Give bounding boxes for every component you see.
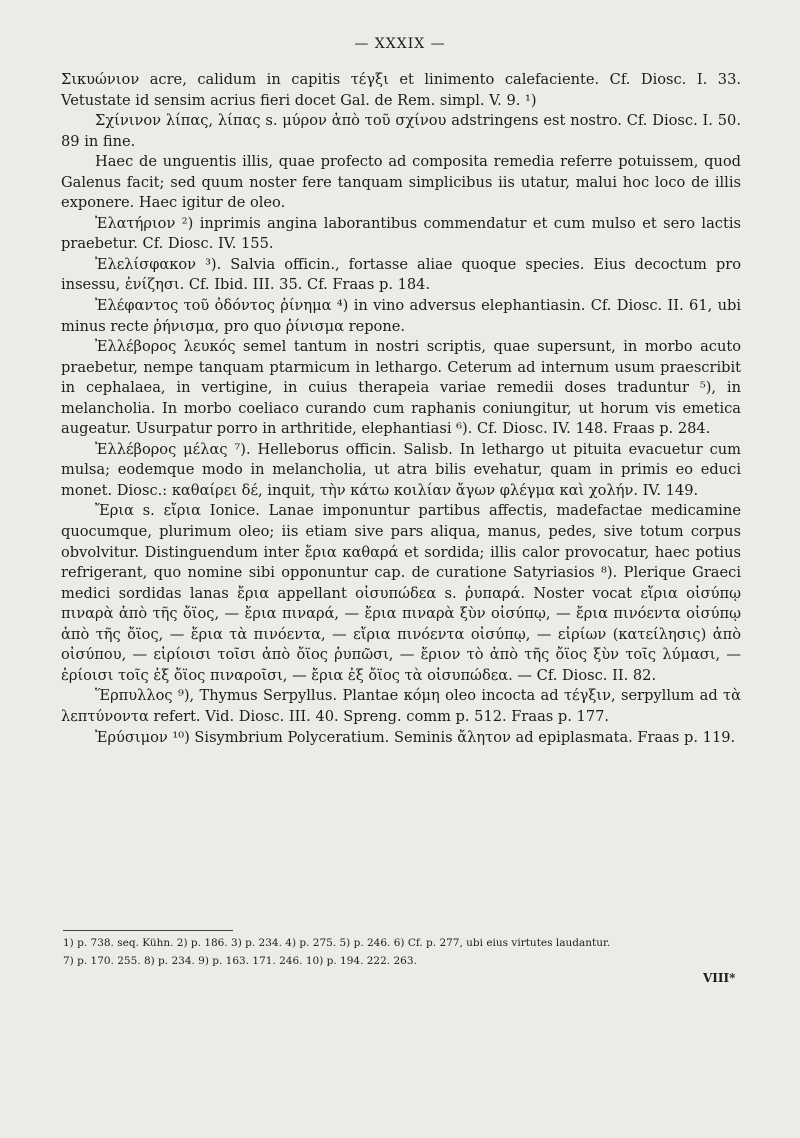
paragraph: Ἐλλέβορος μέλας ⁷). Helleborus officin. Salisb. In lethargo ut pituita evacuetur cum mulsa; eodemque modo in melancholia, ut atra bilis evehatur, quam in primis eo educi monet. Diosc.: καθαίρει δέ, inquit, τὴν κάτω κοιλίαν ἄγων φλέγμα καὶ χολήν. IV. 149.	[61, 440, 741, 499]
footnotes	[63, 934, 743, 970]
paragraph: Ἐλατήριον ²) inprimis angina laborantibus commendatur et cum mulso et sero lactis praebetur. Cf. Diosc. IV. 155.	[61, 214, 741, 253]
paragraph: Ἔρια s. εἴρια Ionice. Lanae imponuntur partibus affectis, madefactae medicamine quocumque, plurimum oleo; iis etiam sive pars aliqua, manus, pedes, sive totum corpus obvolvitur. Distinguendum inter ἔρια καθαρά et sordida; illis calor provocatur, haec potius refrigerant, quo nomine sibi opponuntur cap. de curatione Satyriasios ⁸). Plerique Graeci medici sordidas lanas ἔρια appellant οἰσυπώδεα s. ῥυπαρά. Noster vocat εἴρια οἰσύπῳ πιναρὰ ἀπὸ τῆς ὄϊος, — ἔρια πιναρά, — ἔρια πιναρὰ ξὺν οἰσύπῳ, — ἔρια πινόεντα οἰσύπῳ ἀπὸ τῆς ὄϊος, — ἔρια τὰ πινόεντα, — εἴρια πινόεντα οἰσύπῳ, — εἰρίων (κατείλησις) ἀπὸ οἰσύπου, — εἰρίοισι τοῖσι ἀπὸ ὄϊος ῥυπῶσι, — ἔριον τὸ ἀπὸ τῆς ὄϊος ξὺν τοῖς λύμασι, — ἐρίοισι τοῖς ἐξ ὄϊος πιναροῖσι, — ἔρια ἐξ ὄϊος τὰ οἰσυπώδεα. — Cf. Diosc. II. 82.	[61, 502, 741, 684]
page-header: — XXXIX —	[354, 36, 446, 52]
signature-mark: VIII*	[703, 971, 736, 985]
page-body	[61, 70, 741, 748]
paragraph: Haec de unguentis illis, quae profecto ad composita remedia referre potuissem, quod Galenus facit; sed quum noster fere tanquam simplicibus iis utatur, malui hoc loco de illis exponere. Haec igitur de oleo.	[61, 153, 741, 212]
paragraph: Ἐλέφαντος τοῦ ὀδόντος ῥίνημα ⁴) in vino adversus elephantiasin. Cf. Diosc. II. 61, ubi minus recte ῥήνισμα, pro quo ῥίνισμα repone.	[61, 297, 741, 335]
footnote-line: 1) p. 738. seq. Kühn. 2) p. 186. 3) p. 234. 4) p. 275. 5) p. 246. 6) Cf. p. 277, ubi eius virtutes laudantur.	[63, 937, 611, 949]
paragraph: Ἕρπυλλος ⁹), Thymus Serpyllus. Plantae κόμη oleo incocta ad τέγξιν, serpyllum ad τὰ λεπτύνοντα refert. Vid. Diosc. III. 40. Spreng. comm p. 512. Fraas p. 177.	[61, 687, 741, 725]
paragraph: Σχίνινον λίπας, λίπας s. μύρον ἀπὸ τοῦ σχίνου adstringens est nostro. Cf. Diosc. I. 50. 89 in fine.	[61, 112, 741, 150]
footnote-divider	[63, 930, 233, 931]
paragraph: Σικυώνιον acre, calidum in capitis τέγξι et linimento calefaciente. Cf. Diosc. I. 33. Vetustate id sensim acrius fieri docet Gal. de Rem. simpl. V. 9. ¹)	[61, 71, 741, 109]
paragraph: Ἐρύσιμον ¹⁰) Sisymbrium Polyceratium. Seminis ἄλητον ad epiplasmata. Fraas p. 119.	[95, 728, 736, 746]
paragraph: Ἐλελίσφακον ³). Salvia officin., fortasse aliae quoque species. Eius decoctum pro insessu, ἐνίζησι. Cf. Ibid. III. 35. Cf. Fraas p. 184.	[61, 255, 741, 294]
paragraph: Ἐλλέβορος λευκός semel tantum in nostri scriptis, quae supersunt, in morbo acuto praebetur, nempe tanquam ptarmicum in lethargo. Ceterum ad internum usum praescribit in cephalaea, in vertigine, in cuius therapeia variae remedii doses traduntur ⁵), in melancholia. In morbo coeliaco curando cum raphanis coniungitur, ut horum vis emetica augeatur. Usurpatur porro in arthritide, elephantiasi ⁶). Cf. Diosc. IV. 148. Fraas p. 284.	[61, 338, 741, 438]
footnote-line: 7) p. 170. 255. 8) p. 234. 9) p. 163. 171. 246. 10) p. 194. 222. 263.	[63, 955, 417, 967]
